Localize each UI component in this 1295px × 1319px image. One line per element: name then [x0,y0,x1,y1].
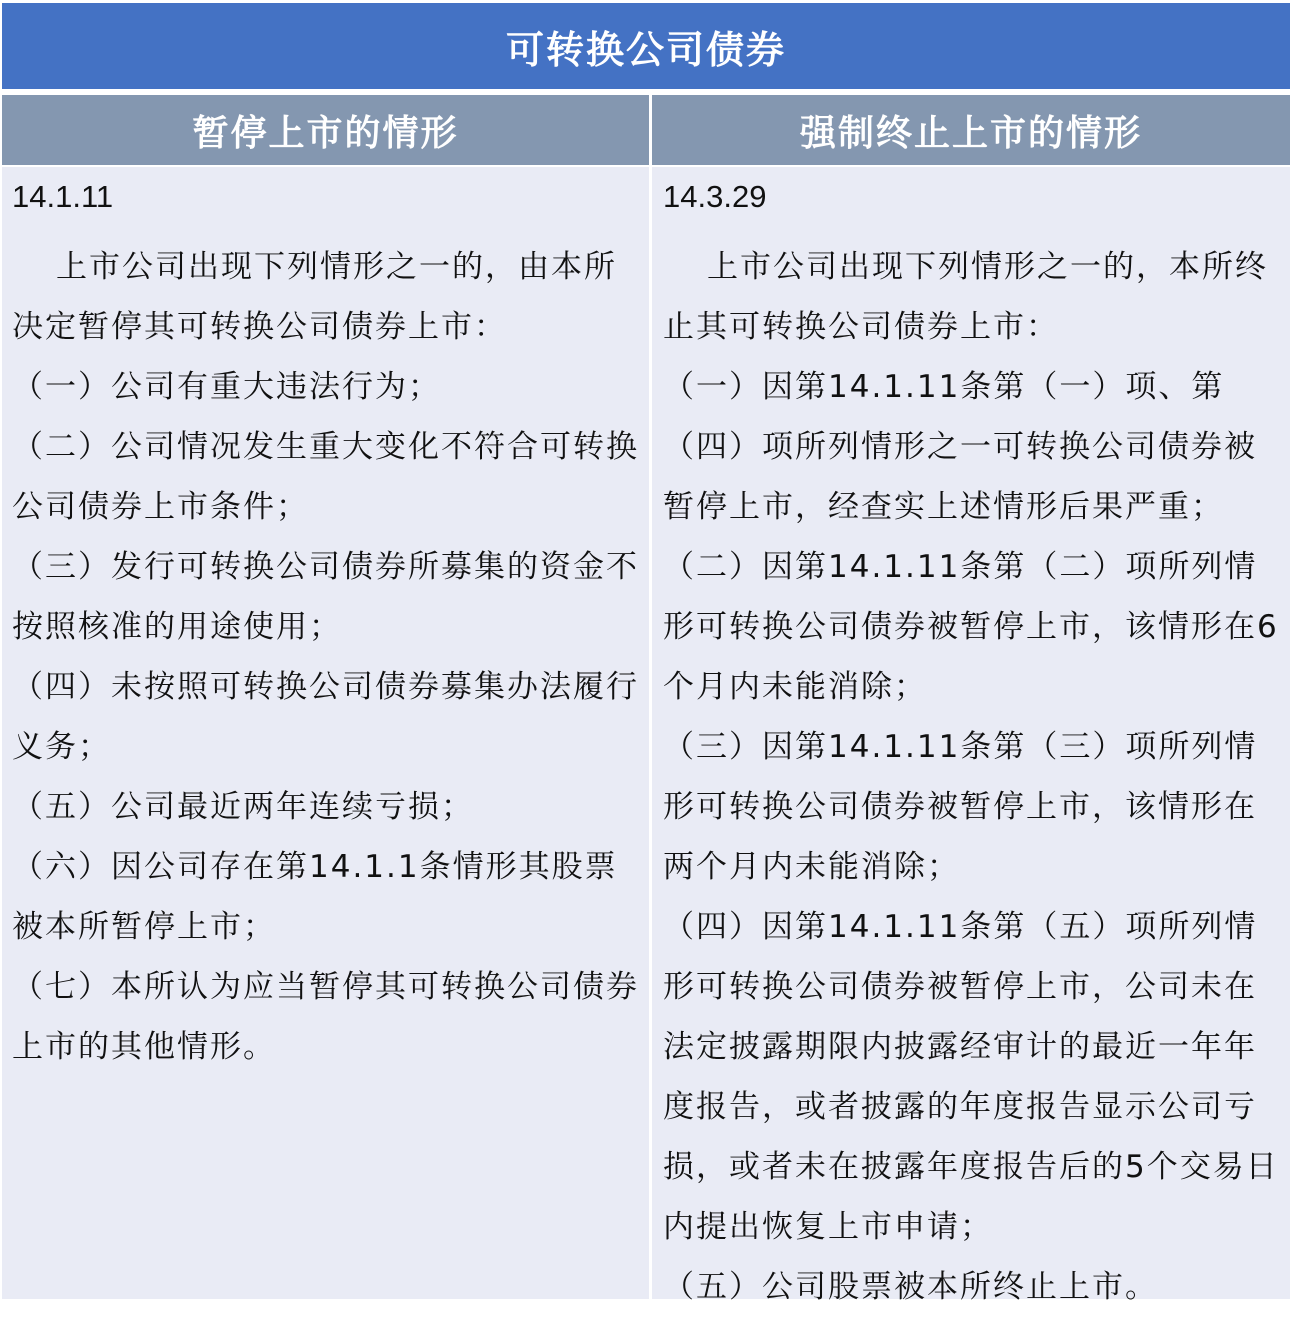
comparison-table [2,3,1290,1305]
suspension-cell [2,167,649,1299]
list-item: （二）因第14.1.11条第（二）项所列情形可转换公司债券被暂停上市，该情形在6个月内未能消除； [663,549,1279,705]
list-item: （七）本所认为应当暂停其可转换公司债券上市的其他情形。 [12,969,639,1065]
list-item: （六）因公司存在第14.1.1条情形其股票被本所暂停上市； [12,849,618,945]
rule-reference: 14.3.29 [663,179,767,214]
list-item: （四）未按照可转换公司债券募集办法履行义务； [12,669,639,765]
list-item: （三）因第14.1.11条第（三）项所列情形可转换公司债券被暂停上市，该情形在两个月内未能消除； [663,729,1258,885]
list-item: （一）因第14.1.11条第（一）项、第（四）项所列情形之一可转换公司债券被暂停上市，经查实上述情形后果严重； [663,369,1257,525]
header-termination: 强制终止上市的情形 [652,95,1290,165]
termination-cell [652,167,1290,1305]
list-item: （五）公司股票被本所终止上市。 [663,1269,1158,1305]
list-item: （五）公司最近两年连续亏损； [12,789,474,825]
table-title: 可转换公司债券 [2,3,1290,89]
list-item: （四）因第14.1.11条第（五）项所列情形可转换公司债券被暂停上市，公司未在法定披露期限内披露经审计的最近一年年度报告，或者披露的年度报告显示公司亏损，或者未在披露年度报告后的5个交易日内提出恢复上市申请； [663,909,1279,1245]
rule-reference: 14.1.11 [12,179,114,214]
list-item: （三）发行可转换公司债券所募集的资金不按照核准的用途使用； [12,549,639,645]
header-suspension: 暂停上市的情形 [2,95,649,165]
intro-paragraph: 上市公司出现下列情形之一的，由本所决定暂停其可转换公司债券上市： [12,249,617,345]
list-item: （二）公司情况发生重大变化不符合可转换公司债券上市条件； [12,429,639,525]
intro-paragraph: 上市公司出现下列情形之一的，本所终止其可转换公司债券上市： [663,249,1268,345]
list-item: （一）公司有重大违法行为； [12,369,441,405]
